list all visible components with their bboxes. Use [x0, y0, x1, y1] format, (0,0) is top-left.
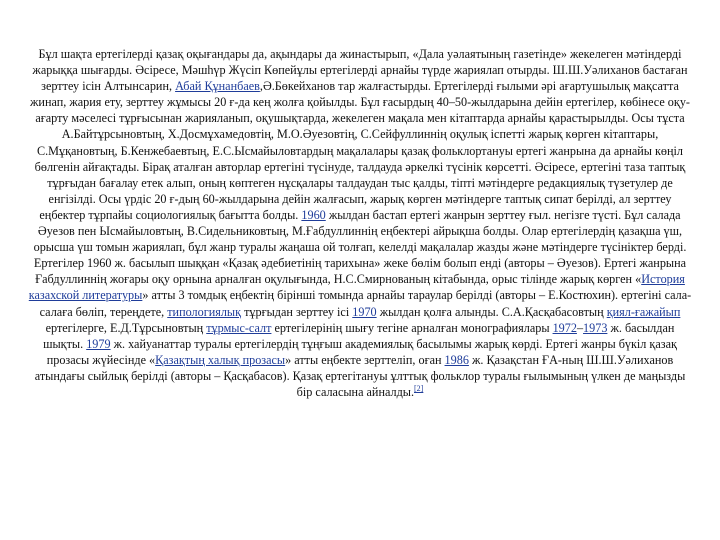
- link-year-1979[interactable]: 1979: [86, 336, 111, 351]
- footnote-link[interactable]: [2]: [414, 383, 424, 393]
- link-history-kazakh-literature[interactable]: История казахской литературы: [28, 272, 685, 303]
- text-segment: ж. басылдан шықты.: [43, 320, 675, 351]
- text-segment: ,Ә.Бөкейханов тар жалғастырды. Ертегілерді ғылыми әрі ағартушылық мақсатта жинап, жария ету, зерттеу жұмысы 20 ғ-да кең жолға қойылды. Бұл ғасырдың 40–50-жылдарына дейін ертегілер, көбінесе оқу-ағарту мәселесі тұрғысынан жарияланып, оқушықтарда, жекелеген мақала мен кітаптарда арнайы қарастырылды. Осы тұста А.Байтұрсыновтың, Х.Досмұхамедовтің, М.О.Әуезовтің, С.Сейфуллиннің оқулық іспетті жарық көрген кітаптары, С.Мұқановтың, Б.Кенжебаевтың, Е.С.Ысмайыловтардың мақалалары қазақ фольклортануы ертегі жанрына да арнайы көңіл бөлгенін айғақтады. Бірақ аталған авторлар ертегіні түсінуде, талдауда әркелкі түсінік көрсетті. Әсіресе, ертегіні таза таптық тұрғыдан бағалау етек алып, оның көптеген нұсқалары талдаудан тыс қалды, тіпті мәтіндерге редакциялық түзетулер де енгізілді. Осы үрдіс 20 ғ-дың 60-жылдарына дейін жалғасып, жарық көрген мәтіндерге таптық сипат берілді, ал зерттеу еңбектер тұрпайы социологиялық бағытта болды.: [30, 79, 690, 222]
- link-fairy-tale-fantasy[interactable]: қиял-ғажайып: [606, 304, 681, 319]
- text-segment: жылдан бастап ертегі жанрын зерттеу ғыл. негізге түсті. Бұл салада Әуезов пен Ысмайыловтың, В.Сидельниковтың, М.Ғабдуллиннің еңбектері айрықша болды. Олар ертегілердің қазақша үш, орысша үш томын жариялап, бұл жанр туралы жаңаша ой толғап, келелді мақалалар жазды және мәтіндерге түсініктер берді. Ертегілер 1960 ж. басылып шыққан «Қазақ әдебиетінің тарихына» жеке бөлім болып енді (авторы – Әуезов). Ертегі жанрына Ғабдуллиннің жоғары оқу орнына арналған оқулығында, Н.С.Смирнованың кітабында, орыс тілінде жарық көрген «: [33, 207, 687, 287]
- text-segment: ж. Қазақстан ҒА-ның Ш.Ш.Уәлиханов атындағы сыйлық берілді (авторы – Қасқабасов). Қазақ ертегітануы ұлттық фольклор туралы ғылымының үлкен де маңызды бір саласына айналды.: [34, 352, 686, 399]
- text-segment: » атты еңбекте зерттеліп, оған: [285, 352, 445, 367]
- link-year-1970[interactable]: 1970: [352, 304, 377, 319]
- text-segment: –: [576, 320, 584, 335]
- link-everyday-life-tales[interactable]: тұрмыс-салт: [206, 320, 272, 335]
- link-kazakh-folk-prose[interactable]: Қазақтың халық прозасы: [155, 352, 286, 367]
- text-segment: Бұл шақта ертегілерді қазақ оқығандары да, ақындары да жинастырып, «Дала уәлаятының газетінде» жекелеген мәтіндерді жарыққа шығарды. Әсіресе, Мәшһүр Жүсіп Көпейұлы ертегілерді арнайы түрде жариялап отырды. Ш.Ш.Уәлиханов бастаған зерттеу ісін Алтынсарин,: [32, 47, 688, 94]
- text-segment: ертегілерге, Е.Д.Тұрсыновтың: [45, 320, 207, 335]
- link-typological[interactable]: типологиялық: [167, 304, 242, 319]
- text-segment: тұрғыдан зерттеу ісі: [241, 304, 353, 319]
- text-segment: » атты 3 томдық еңбектің бірінші томында арнайы тараулар берілді (авторы – Е.Костюхин). ертегіні сала-салаға бөліп, тереңдете,: [39, 288, 692, 319]
- footnote-reference[interactable]: [414, 384, 423, 393]
- article-paragraph: [26, 46, 694, 400]
- link-abai-kunanbaev[interactable]: Абай Құнанбаев: [175, 79, 260, 94]
- text-segment: жылдан қолға алынды. С.А.Қасқабасовтың: [376, 304, 607, 319]
- link-year-1972[interactable]: 1972: [552, 320, 577, 335]
- link-year-1986[interactable]: 1986: [444, 352, 469, 367]
- link-year-1973[interactable]: 1973: [583, 320, 608, 335]
- link-year-1960[interactable]: 1960: [301, 207, 326, 222]
- text-segment: ертегілерінің шығу тегіне арналған монографиялары: [271, 320, 553, 335]
- text-segment: ж. хайуанаттар туралы ертегілердің тұңғыш академиялық басылымы жарық көрді. Ертегі жанры бүкіл қазақ прозасы жүйесінде «: [46, 336, 677, 367]
